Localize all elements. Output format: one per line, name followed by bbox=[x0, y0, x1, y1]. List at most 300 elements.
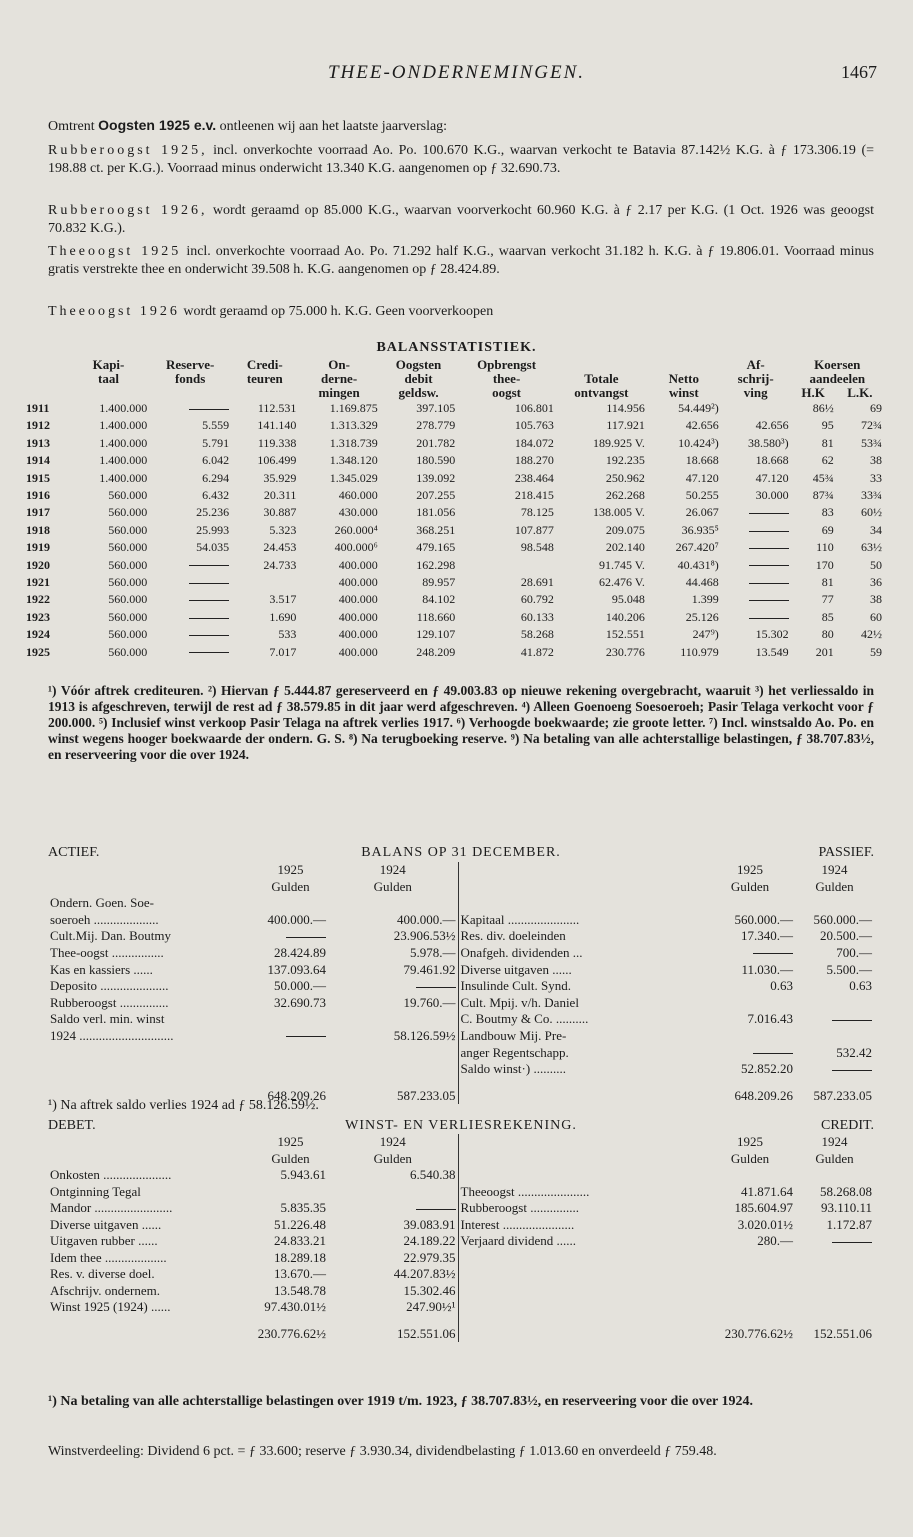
stats-cell: 42.656 bbox=[755, 418, 789, 433]
stats-header-cell: H.K bbox=[801, 385, 825, 400]
stats-cell: 42½ bbox=[861, 627, 882, 642]
stats-cell: 1.400.000 bbox=[99, 435, 148, 450]
stats-year: 1916 bbox=[26, 488, 50, 503]
stats-cell: 141.140 bbox=[257, 418, 297, 433]
credit-label: Interest ...................... bbox=[458, 1217, 705, 1234]
stats-row bbox=[24, 609, 884, 626]
passief-label: Landbouw Mij. Pre- bbox=[458, 1028, 705, 1045]
stats-header-cell bbox=[556, 358, 647, 372]
stats-cell: 35.929 bbox=[263, 470, 297, 485]
passief-amount: 11.030.— bbox=[741, 961, 793, 977]
credit-amount bbox=[795, 1250, 874, 1267]
stats-header-cell: L.K. bbox=[847, 385, 873, 400]
actief-amount: 58.126.59½ bbox=[393, 1027, 456, 1043]
year-header: 1924 bbox=[379, 862, 406, 877]
stats-year: 1915 bbox=[26, 470, 50, 485]
year-header: 1924 bbox=[821, 1134, 848, 1149]
actief-amount bbox=[253, 928, 328, 945]
actief-amount: 32.690.73 bbox=[274, 994, 326, 1010]
passief-amount bbox=[795, 1011, 874, 1028]
stats-cell: 60.133 bbox=[520, 609, 554, 624]
actief-label: Kas en kassiers ...... bbox=[50, 961, 153, 977]
spacer-cell bbox=[48, 862, 253, 879]
stats-cell: 1.400.000 bbox=[99, 401, 148, 415]
stats-header-cell: teuren bbox=[246, 371, 283, 386]
stats-cell: 26.067 bbox=[685, 505, 719, 520]
stats-header-cell bbox=[647, 358, 721, 372]
stats-row bbox=[24, 522, 884, 539]
stats-cell: 1.399 bbox=[691, 592, 719, 607]
actief-amount bbox=[253, 1061, 328, 1078]
stats-header-cell: mingen bbox=[318, 385, 360, 400]
passief-label: Kapitaal ...................... bbox=[458, 912, 705, 929]
debet-amount: 22.979.35 bbox=[403, 1249, 456, 1265]
stats-cell: 60 bbox=[870, 609, 882, 624]
credit-amount bbox=[705, 1266, 795, 1283]
stats-cell: 53¾ bbox=[861, 435, 882, 450]
stats-cell: 560.000 bbox=[108, 557, 148, 572]
actief-label: Deposito ..................... bbox=[50, 978, 169, 994]
stats-year: 1913 bbox=[26, 435, 50, 450]
debet-label: Diverse uitgaven ...... bbox=[50, 1216, 162, 1232]
debet-amount bbox=[328, 1200, 458, 1217]
stats-header-cell bbox=[24, 386, 68, 400]
stats-header-cell bbox=[68, 386, 149, 400]
stats-cell bbox=[149, 400, 231, 417]
passief-amount bbox=[705, 1045, 795, 1062]
actief-label: Cult.Mij. Dan. Boutmy bbox=[50, 928, 171, 944]
credit-label bbox=[458, 1266, 705, 1283]
stats-year: 1925 bbox=[26, 644, 50, 659]
stats-cell: 560.000 bbox=[108, 644, 148, 659]
stats-row bbox=[24, 539, 884, 556]
credit-amount: 280.— bbox=[757, 1233, 793, 1248]
passief-amount: 52.852.20 bbox=[741, 1061, 793, 1077]
stats-cell: 181.056 bbox=[416, 505, 456, 520]
stats-cell: 1.400.000 bbox=[99, 418, 148, 433]
stats-cell: 170 bbox=[815, 557, 834, 572]
year-header: 1924 bbox=[821, 862, 848, 877]
stats-cell: 98.548 bbox=[520, 540, 554, 555]
pl-row bbox=[48, 1233, 874, 1250]
pl-row bbox=[48, 1184, 874, 1201]
credit-label bbox=[458, 1250, 705, 1267]
para-rubber-1925: Rubberoogst 1925, incl. onverkochte voorraad Ao. Po. 100.670 K.G., waarvan verkocht te Batavia 87.142½ K.G. à ƒ 173.306.19 (= 198.88 ct. per K.G.). Voorraad minus onderwicht 13.340 K.G. aangenomen op ƒ 32.690.73. bbox=[48, 143, 875, 176]
spacer-cell bbox=[458, 879, 705, 896]
stats-cell: 45¾ bbox=[812, 470, 834, 485]
stats-cell bbox=[721, 504, 791, 521]
stats-cell: 560.000 bbox=[108, 488, 148, 503]
credit-label bbox=[458, 1167, 705, 1184]
balance-total: 648.209.26 bbox=[267, 1087, 326, 1103]
stats-cell: 106.801 bbox=[514, 401, 554, 415]
passief-amount: 700.— bbox=[836, 944, 872, 960]
actief-amount: 28.424.89 bbox=[274, 944, 326, 960]
year-header: 1925 bbox=[737, 862, 763, 877]
stats-cell bbox=[721, 557, 791, 574]
stats-header-cell: aandeelen bbox=[809, 371, 866, 386]
stats-row bbox=[24, 417, 884, 434]
para-thee-1926: Theeoogst 1926 wordt geraamd op 75.000 h. K.G. Geen voorverkoopen bbox=[48, 304, 494, 319]
stats-cell: 129.107 bbox=[416, 627, 456, 642]
stats-cell: 78.125 bbox=[520, 505, 554, 520]
stats-header-cell: derne- bbox=[321, 371, 358, 386]
balance-statistics-table bbox=[24, 358, 884, 661]
stats-header-cell: Kapi- bbox=[92, 357, 125, 372]
stats-cell: 180.590 bbox=[416, 453, 456, 468]
stats-cell bbox=[721, 522, 791, 539]
stats-header-cell: debit bbox=[404, 371, 433, 386]
balance-row bbox=[48, 978, 874, 995]
balance-row bbox=[48, 1011, 874, 1028]
stats-cell: 138.005 V. bbox=[593, 505, 645, 520]
stats-cell: 69 bbox=[821, 522, 834, 537]
unit-header: Gulden bbox=[271, 878, 310, 894]
stats-cell: 248.209 bbox=[416, 644, 456, 659]
unit-header: Gulden bbox=[730, 1150, 770, 1166]
stats-cell: 15.302 bbox=[755, 627, 789, 642]
stats-cell: 238.464 bbox=[514, 470, 554, 485]
passief-amount bbox=[705, 895, 795, 912]
stats-row bbox=[24, 504, 884, 521]
passief-label: Res. div. doeleinden bbox=[458, 928, 705, 945]
stats-cell: 25.126 bbox=[685, 609, 719, 624]
credit-heading: CREDIT. bbox=[820, 1118, 874, 1133]
actief-label: Ondern. Goen. Soe- bbox=[50, 895, 154, 911]
stats-cell: 18.668 bbox=[685, 453, 719, 468]
passief-amount: 0.63 bbox=[770, 978, 793, 994]
stats-cell: 34 bbox=[870, 522, 882, 537]
credit-label: Theeoogst ...................... bbox=[458, 1184, 705, 1201]
stats-cell: 110 bbox=[816, 540, 834, 555]
stats-header-cell: fonds bbox=[174, 371, 206, 386]
debet-amount: 18.289.18 bbox=[274, 1249, 326, 1265]
stats-cell: 10.424³) bbox=[678, 435, 719, 450]
stats-cell: 36 bbox=[870, 575, 882, 590]
debet-label: Winst 1925 (1924) ...... bbox=[50, 1299, 171, 1314]
balance-total: 648.209.26 bbox=[734, 1087, 793, 1103]
stats-header-cell: Credi- bbox=[246, 357, 283, 372]
actief-amount bbox=[253, 1011, 328, 1028]
stats-cell: 114.956 bbox=[606, 401, 645, 415]
stats-cell: 184.072 bbox=[514, 435, 554, 450]
stats-cell: 1.400.000 bbox=[99, 470, 148, 485]
stats-cell: 368.251 bbox=[416, 522, 456, 537]
unit-header: Gulden bbox=[815, 1150, 854, 1166]
running-title: THEE-ONDERNEMINGEN. bbox=[327, 62, 585, 83]
stats-cell: 5.323 bbox=[269, 522, 297, 537]
stats-cell: 112.531 bbox=[257, 401, 297, 415]
stats-header-cell: Opbrengst bbox=[477, 357, 537, 372]
stats-cell: 201.782 bbox=[416, 435, 456, 450]
stats-cell: 209.075 bbox=[605, 522, 645, 537]
stats-cell: 41.872 bbox=[520, 644, 554, 659]
passief-amount: 560.000.— bbox=[813, 911, 872, 927]
stats-cell: 20.311 bbox=[263, 488, 297, 503]
passief-amount: 17.340.— bbox=[741, 928, 793, 944]
stats-cell: 72¾ bbox=[861, 418, 882, 433]
stats-header-cell: Af- bbox=[746, 357, 765, 372]
stats-cell bbox=[231, 574, 298, 591]
winstverdeeling: Winstverdeeling: Dividend 6 pct. = ƒ 33.600; reserve ƒ 3.930.34, dividendbelasting ƒ 1.013.60 en onverdeeld ƒ 759.48. bbox=[48, 1444, 717, 1459]
spacer-cell bbox=[48, 1316, 253, 1343]
year-header: 1925 bbox=[737, 1134, 763, 1149]
stats-cell: 87¾ bbox=[812, 488, 834, 503]
credit-amount bbox=[705, 1299, 795, 1316]
pl-total: 152.551.06 bbox=[813, 1325, 872, 1341]
stats-year: 1924 bbox=[26, 627, 50, 642]
debet-amount: 24.189.22 bbox=[403, 1233, 456, 1248]
statistics-footnotes: ¹) Vóór aftrek crediteuren. ²) Hiervan ƒ 5.444.87 gereserveerd en ƒ 49.003.83 op nieuwe rekening overgebracht, waaruit ³) het verliessaldo in 1913 is afgeschreven, terwijl de rest ad ƒ 38.579.85 in dit jaar werd afgeschreven. ⁴) Alleen Goenoeng Soesoeroeh; Pasir Telaga verkocht voor ƒ 200.000. ⁵) Inclusief winst verkoop Pasir Telaga na aftrek verlies 1917. ⁶) Verhoogde boekwaarde; zie groote letter. ⁷) Incl. winstsaldo Ao. Po. en winst wegens hooger boekwaarde der ondern. G. S. ⁸) Na terugboeking reserve. ⁹) Na betaling van alle achterstallige belastingen, ƒ 38.707.83½, en reserveering voor die over 1924. bbox=[48, 683, 874, 762]
stats-cell: 38 bbox=[870, 592, 882, 607]
actief-amount: 19.760.— bbox=[403, 994, 456, 1010]
stats-cell: 560.000 bbox=[108, 609, 148, 624]
unit-header: Gulden bbox=[730, 878, 770, 894]
stats-cell: 5.791 bbox=[202, 435, 230, 450]
credit-amount: 93.110.11 bbox=[820, 1200, 872, 1215]
stats-cell: 54.035 bbox=[196, 540, 230, 555]
stats-cell: 110.979 bbox=[680, 644, 719, 659]
stats-cell bbox=[721, 539, 791, 556]
stats-cell bbox=[721, 609, 791, 626]
stats-cell: 460.000 bbox=[338, 488, 378, 503]
stats-header-cell: schrij- bbox=[737, 371, 774, 386]
stats-cell: 40.431⁸) bbox=[677, 557, 719, 572]
pl-total: 230.776.62½ bbox=[257, 1325, 326, 1341]
stats-header-cell: geldsw. bbox=[398, 385, 439, 400]
stats-cell: 3.517 bbox=[269, 592, 297, 607]
unit-header: Gulden bbox=[271, 1150, 310, 1166]
stats-header-cell bbox=[24, 358, 68, 372]
actief-label: Rubberoogst ............... bbox=[50, 994, 169, 1010]
stats-cell bbox=[721, 574, 791, 591]
stats-cell: 230.776 bbox=[605, 644, 645, 659]
actief-amount bbox=[328, 895, 458, 912]
stats-cell: 152.551 bbox=[605, 627, 645, 642]
stats-cell: 278.779 bbox=[416, 418, 456, 433]
stats-cell: 18.668 bbox=[755, 453, 789, 468]
stats-cell: 400.000⁶ bbox=[334, 540, 378, 555]
para-thee-1925: Theeoogst 1925 incl. onverkochte voorraad Ao. Po. 71.292 half K.G., waarvan verkocht 31.182 h. K.G. à ƒ 19.806.01. Voorraad minus gratis verstrekte thee en onderwicht 39.508 h. K.G. aangenomen op ƒ 28.424.89. bbox=[48, 244, 874, 277]
credit-amount bbox=[795, 1266, 874, 1283]
actief-label: 1924 ............................. bbox=[50, 1027, 174, 1043]
actief-amount: 5.978.— bbox=[410, 944, 456, 960]
stats-cell: 218.415 bbox=[514, 488, 554, 503]
debet-amount: 24.833.21 bbox=[274, 1233, 326, 1248]
stats-cell: 267.420⁷ bbox=[675, 540, 719, 555]
debet-label: Onkosten ..................... bbox=[50, 1167, 172, 1182]
stats-cell: 30.887 bbox=[263, 505, 297, 520]
debet-label: Afschrijv. ondernem. bbox=[50, 1282, 160, 1298]
stats-cell: 400.000 bbox=[338, 609, 378, 624]
credit-label bbox=[458, 1283, 705, 1300]
stats-cell: 81 bbox=[821, 435, 834, 450]
debet-amount: 51.226.48 bbox=[274, 1216, 326, 1232]
stats-cell: 162.298 bbox=[416, 557, 456, 572]
stats-header-cell: Oogsten bbox=[395, 357, 442, 372]
stats-cell: 105.763 bbox=[514, 418, 554, 433]
stats-cell: 7.017 bbox=[269, 644, 297, 659]
actief-amount bbox=[328, 1045, 458, 1062]
credit-amount bbox=[705, 1167, 795, 1184]
actief-amount: 79.461.92 bbox=[403, 961, 456, 977]
balance-row bbox=[48, 912, 874, 929]
stats-row bbox=[24, 626, 884, 643]
stats-cell: 6.432 bbox=[202, 488, 230, 503]
credit-label: Rubberoogst ............... bbox=[458, 1200, 705, 1217]
passief-label: Onafgeh. dividenden ... bbox=[458, 945, 705, 962]
credit-label bbox=[458, 1299, 705, 1316]
balance-title: BALANS OP 31 DECEMBER. bbox=[361, 845, 561, 860]
stats-cell: 50.255 bbox=[685, 488, 719, 503]
credit-amount bbox=[795, 1283, 874, 1300]
stats-cell: 36.935⁵ bbox=[681, 522, 719, 537]
spacer-cell bbox=[48, 1151, 253, 1168]
stats-cell: 25.236 bbox=[196, 505, 230, 520]
stats-cell: 58.268 bbox=[520, 627, 554, 642]
stats-cell: 28.691 bbox=[520, 575, 554, 590]
stats-cell: 400.000 bbox=[338, 592, 378, 607]
stats-cell: 47.120 bbox=[755, 470, 789, 485]
stats-header-cell: taal bbox=[98, 371, 119, 386]
stats-header-cell: winst bbox=[669, 385, 699, 400]
stats-header-cell: thee- bbox=[492, 371, 521, 386]
intro-paragraph: Omtrent Oogsten 1925 e.v. ontleenen wij aan het laatste jaarverslag: bbox=[48, 117, 448, 134]
stats-cell: 262.268 bbox=[605, 488, 645, 503]
stats-cell: 47.120 bbox=[685, 470, 719, 485]
stats-cell: 139.092 bbox=[416, 470, 456, 485]
stats-cell: 33¾ bbox=[861, 488, 882, 503]
intro-bold: Oogsten 1925 e.v. bbox=[98, 117, 217, 133]
stats-cell: 1.169.875 bbox=[329, 401, 378, 415]
balance-sheet-table bbox=[48, 862, 874, 1104]
balance-row bbox=[48, 928, 874, 945]
stats-cell: 430.000 bbox=[338, 505, 378, 520]
stats-cell: 560.000 bbox=[108, 575, 148, 590]
stats-cell: 400.000 bbox=[338, 557, 378, 572]
stats-cell bbox=[149, 557, 231, 574]
unit-header: Gulden bbox=[815, 878, 854, 894]
debet-amount: 97.430.01½ bbox=[264, 1299, 326, 1314]
debet-amount bbox=[253, 1184, 328, 1201]
pl-total: 230.776.62½ bbox=[724, 1325, 793, 1341]
stats-cell: 1.690 bbox=[269, 609, 297, 624]
stats-cell: 119.338 bbox=[257, 435, 297, 450]
actief-amount: 23.906.53½ bbox=[393, 928, 456, 944]
stats-cell: 140.206 bbox=[605, 609, 645, 624]
passief-label bbox=[458, 895, 705, 912]
pl-row bbox=[48, 1266, 874, 1283]
stats-cell bbox=[721, 591, 791, 608]
stats-cell: 84.102 bbox=[422, 592, 456, 607]
stats-row bbox=[24, 435, 884, 452]
stats-cell: 69 bbox=[870, 401, 882, 415]
pl-row bbox=[48, 1250, 874, 1267]
stats-cell: 30.000 bbox=[755, 488, 789, 503]
passief-label: Diverse uitgaven ...... bbox=[458, 962, 705, 979]
actief-amount: 137.093.64 bbox=[267, 961, 326, 977]
stats-cell bbox=[149, 574, 231, 591]
balance-row bbox=[48, 895, 874, 912]
passief-amount bbox=[795, 1028, 874, 1045]
stats-cell: 560.000 bbox=[108, 627, 148, 642]
stats-row bbox=[24, 400, 884, 417]
stats-row bbox=[24, 591, 884, 608]
stats-row bbox=[24, 452, 884, 469]
balance-footnote: ¹) Na aftrek saldo verlies 1924 ad ƒ 58.126.59½. bbox=[48, 1098, 319, 1113]
actief-amount: 50.000.— bbox=[274, 978, 326, 994]
stats-cell: 400.000 bbox=[338, 575, 378, 590]
stats-header-cell bbox=[24, 372, 68, 386]
stats-cell: 62 bbox=[821, 453, 834, 468]
stats-cell: 189.925 V. bbox=[593, 435, 645, 450]
actief-amount bbox=[253, 1028, 328, 1045]
credit-amount: 3.020.01½ bbox=[737, 1216, 793, 1232]
stats-cell: 1.313.329 bbox=[329, 418, 378, 433]
credit-amount: 1.172.87 bbox=[826, 1216, 872, 1232]
stats-year: 1911 bbox=[26, 401, 50, 415]
page-header bbox=[0, 62, 913, 88]
year-header: 1925 bbox=[277, 1134, 304, 1149]
credit-amount: 58.268.08 bbox=[820, 1183, 872, 1199]
stats-cell: 106.499 bbox=[257, 453, 297, 468]
stats-row bbox=[24, 487, 884, 504]
passief-label: Insulinde Cult. Synd. bbox=[458, 978, 705, 995]
passief-heading: PASSIEF. bbox=[818, 845, 874, 860]
actief-amount: 400.000.— bbox=[397, 911, 456, 927]
debet-heading: DEBET. bbox=[48, 1118, 96, 1133]
pl-total: 152.551.06 bbox=[397, 1325, 456, 1341]
stats-header-cell: oogst bbox=[492, 385, 521, 400]
actief-amount bbox=[328, 1011, 458, 1028]
spacer-cell bbox=[458, 1316, 705, 1343]
spacer-cell bbox=[458, 1078, 705, 1105]
stats-year: 1920 bbox=[26, 557, 50, 572]
stats-cell bbox=[149, 609, 231, 626]
pl-row bbox=[48, 1283, 874, 1300]
passief-amount bbox=[795, 995, 874, 1012]
stats-cell: 107.877 bbox=[514, 522, 554, 537]
stats-cell: 63½ bbox=[861, 540, 882, 555]
stats-header-cell: Reserve- bbox=[165, 357, 215, 372]
stats-title: BALANSSTATISTIEK. bbox=[376, 340, 537, 355]
stats-cell: 54.449²) bbox=[678, 401, 719, 415]
page-number: 1467 bbox=[841, 62, 877, 82]
stats-cell: 42.656 bbox=[685, 418, 719, 433]
unit-header: Gulden bbox=[373, 1150, 412, 1166]
stats-cell: 1.345.029 bbox=[329, 470, 378, 485]
stats-cell: 188.270 bbox=[514, 453, 554, 468]
debet-amount: 44.207.83½ bbox=[393, 1266, 456, 1281]
passief-amount bbox=[705, 995, 795, 1012]
stats-cell: 91.745 V. bbox=[599, 557, 645, 572]
pl-row bbox=[48, 1167, 874, 1184]
stats-year: 1923 bbox=[26, 609, 50, 624]
stats-year: 1919 bbox=[26, 540, 50, 555]
debet-amount: 15.302.46 bbox=[403, 1282, 456, 1298]
stats-cell: 247⁹) bbox=[692, 627, 719, 642]
stats-year: 1912 bbox=[26, 418, 50, 433]
stats-cell: 44.468 bbox=[685, 575, 719, 590]
passief-label: anger Regentschapp. bbox=[458, 1045, 705, 1062]
stats-cell: 38.580³) bbox=[747, 435, 789, 450]
debet-amount: 5.835.35 bbox=[280, 1200, 326, 1215]
debet-label: Uitgaven rubber ...... bbox=[50, 1233, 158, 1248]
debet-label: Res. v. diverse doel. bbox=[50, 1266, 155, 1281]
debet-amount: 6.540.38 bbox=[410, 1167, 456, 1182]
stats-cell: 397.105 bbox=[416, 401, 456, 415]
stats-cell bbox=[457, 557, 556, 574]
